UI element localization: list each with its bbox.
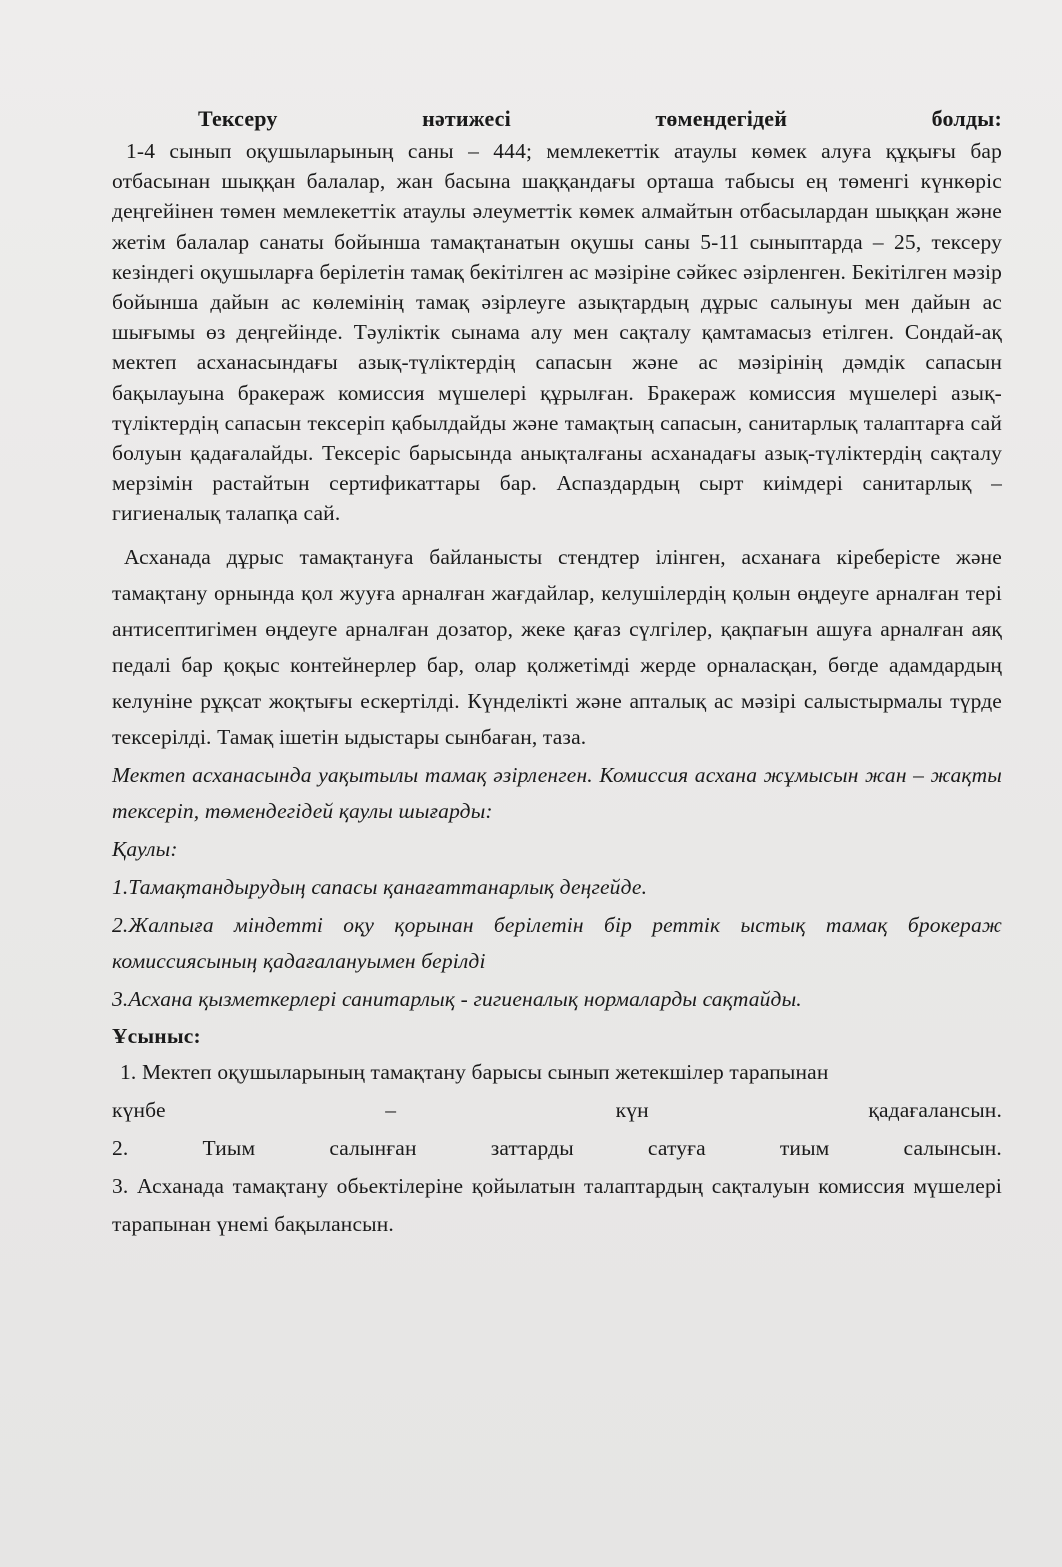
recommendation-label: Ұсыныс: bbox=[112, 1023, 201, 1048]
recommendation-item: 3. Асханада тамақтану обьектілеріне қойылатын талаптардың сақталуын комиссия мүшелері тарапынан үнемі бақылансын. bbox=[112, 1173, 1002, 1236]
word: Тиым bbox=[202, 1135, 256, 1160]
canteen-paragraph: Асханада дұрыс тамақтануға байланысты стендтер ілінген, асханаға кіреберісте және тамақтану орнында қол жууға арналған жағдайлар, келушілердің қолын өңдеуге арналған тері антисептигімен өңдеуге арналған дозатор, жеке қағаз сүлгілер, қақпағын ашуға арналған аяқ педалі бар қоқыс контейнерлер бар, олар қолжетімді жерде орналасқан, бөгде адамдардың келуніне рұқсат жоқтығы ескертілді. Күнделікті және апталық ас мәзірі салыстырмалы түрде тексерілді. Тамақ ішетін ыдыстары сынбаған, таза. bbox=[112, 544, 1002, 749]
word: салынған bbox=[329, 1135, 417, 1160]
word: күн bbox=[615, 1097, 649, 1122]
word: күнбе bbox=[112, 1097, 166, 1122]
title-word: болды: bbox=[931, 106, 1002, 131]
word: тиым bbox=[779, 1135, 830, 1160]
document-body bbox=[112, 104, 1002, 1243]
title-word: Тексеру bbox=[198, 106, 278, 131]
word: салынсын. bbox=[903, 1135, 1002, 1160]
word: – bbox=[385, 1097, 397, 1122]
commission-statement: Мектеп асханасында уақытылы тамақ әзірленген. Комиссия асхана жұмысын жан – жақты тексеріп, төмендегідей қаулы шығарды: bbox=[112, 762, 1002, 823]
word: қадағалансын. bbox=[868, 1097, 1002, 1122]
recommendation-item: 1. Мектеп оқушыларының тамақтану барысы сынып жетекшілер тарапынан bbox=[120, 1059, 829, 1084]
decision-item: 2.Жалпыға міндетті оқу қорынан берілетін бір реттік ыстық тамақ брокераж комиссиясының қадағалануымен берілді bbox=[112, 912, 1002, 973]
decision-item: 1.Тамақтандырудың сапасы қанағаттанарлық деңгейде. bbox=[112, 874, 648, 899]
inspection-paragraph: 1-4 сынып оқушыларының саны – 444; мемлекеттік атаулы көмек алуға құқығы бар отбасынан шыққан балалар, жан басына шаққандағы орташа табысы ең төменгі күнкөріс деңгейінен төмен мемлекеттік атаулы әлеуметтік көмек алмайтын отбасылардан шыққан және жетім балалар санаты бойынша тамақтанатын оқушы саны 5-11 сыныптарда – 25, тексеру кезіндегі оқушыларға берілетін тамақ бекітілген ас мәзіріне сәйкес әзірленген. Бекітілген мәзір бойынша дайын ас көлемінің тамақ әзірлеуге азықтардың дұрыс салынуы мен дайын ас шығымы өз деңгейінде. Тәуліктік сынама алу мен сақталу қамтамасыз етілген. Сондай-ақ мектеп асханасындағы азық-түліктердің сапасын және ас мәзірінің дәмдік сапасын бақылауына бракераж комиссия мүшелері құрылған. Бракераж комиссия мүшелері азық-түліктердің сапасын тексеріп қабылдайды және тамақтың сапасын, санитарлық талаптарға сай болуын қадағалайды. Тексеріс барысында анықталғаны асханадағы азық-түліктердің сақталу мерзімін растайтын сертификаттары бар. Аспаздардың сырт киімдері санитарлық – гигиеналық талапқа сай. bbox=[112, 139, 1002, 526]
decision-item: 3.Асхана қызметкерлері санитарлық - гигиеналық нормаларды сақтайды. bbox=[112, 986, 802, 1011]
word: заттарды bbox=[490, 1135, 574, 1160]
decision-label: Қаулы: bbox=[112, 836, 178, 861]
word: 2. bbox=[112, 1135, 129, 1160]
title-word: нәтижесі bbox=[422, 106, 511, 131]
word: сатуға bbox=[647, 1135, 706, 1160]
title-word: төмендегідей bbox=[655, 106, 788, 131]
section-title bbox=[112, 104, 1002, 134]
recommendation-item bbox=[112, 1129, 1002, 1167]
recommendation-item-continuation bbox=[112, 1091, 1002, 1129]
